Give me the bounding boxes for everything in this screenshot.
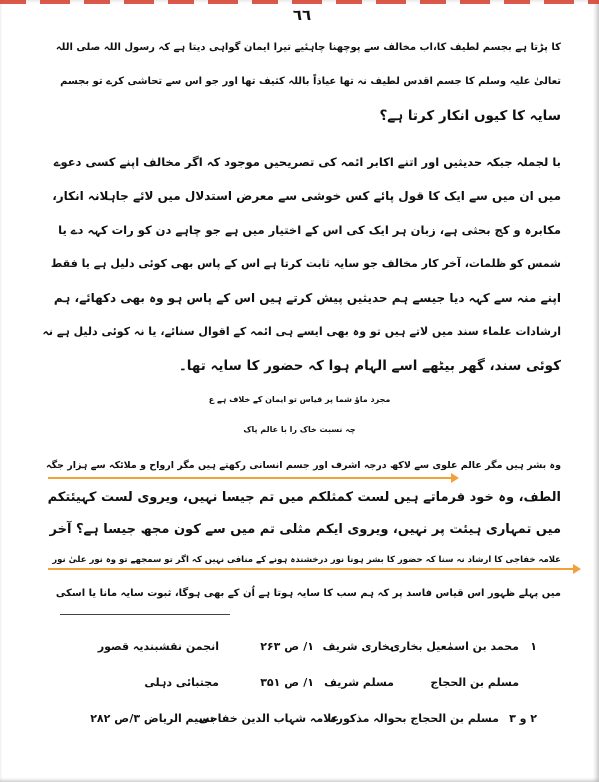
body-line-1: کا پڑتا ہے بجسم لطیف کا،اب مخالف سے پوچھنا چاہئیے تیرا ایمان گواہی دیتا ہے کہ رسول اللہ صلی اللہ bbox=[55, 42, 561, 53]
footnote-3-book: علامہ شہاب الدین خفاجی bbox=[198, 712, 339, 725]
body-line-10: کوئی سند، گھر بیٹھے اسے الہام ہوا کہ حضور کا سایہ تھا۔ bbox=[178, 358, 561, 374]
center-line-2: چہ نسبت خاک را با عالم پاک bbox=[243, 425, 356, 434]
footnote-3-text: مسلم بن الحجاج بحوالہ مذکورہ bbox=[330, 712, 499, 725]
center-line-1: مجرد ماؤ شما پر قیاس تو ایمان کے خلاف ہے ع bbox=[208, 395, 391, 404]
body-line-8: اپنے منہ سے کہہ دیا جیسے ہم حدیثیں پیش کرتے ہیں اس کے پاس ہو وہ بھی دکھائے، ہم bbox=[53, 291, 561, 305]
highlight-underline-1 bbox=[48, 477, 452, 479]
footnote-3-number: ۲ و ۳ bbox=[509, 712, 537, 725]
footnote-1-vol: ۱/ bbox=[303, 640, 314, 653]
body-line-6: مکابرہ و کج بحثی ہے، زبان ہر ایک کی اس کے اختیار میں ہے جو چاہے دن کو رات کہہ دے یا bbox=[58, 223, 561, 237]
body-line-4: با لجملہ جبکہ حدیثیں اور اتنے اکابر ائمہ کی تصریحیں موجود کہ اگر مخالف اپنے کسی دعوے bbox=[53, 155, 561, 169]
highlight-line-1: وہ بشر ہیں مگر عالم علوی سے لاکھ درجہ اشرف اور جسم انسانی رکھتے ہیں مگر ارواح و ملائکہ سے ہزار جگہ bbox=[46, 460, 561, 471]
footnote-1-book: بخاری شریف bbox=[322, 640, 394, 653]
footnote-rule bbox=[60, 614, 230, 615]
top-red-marks bbox=[0, 0, 599, 4]
highlight-underline-2 bbox=[48, 568, 574, 570]
body-line-9: ارشادات علماء سند میں لاتے ہیں تو وہ بھی ایسے ہی ائمہ کے اقوال سنائے، یا نہ کوئی دلیل ہے نہ bbox=[42, 325, 561, 338]
body-line-5: میں ان میں سے ایک کا قول پائے کس خوشی سے معرض استدلال میں لائے جاہلانہ انکار، bbox=[52, 189, 561, 203]
body-line-2: تعالیٰ علیہ وسلم کا جسم اقدس لطیف نہ تھا عیاذاً باللہ کثیف تھا اور جو اس سے تحاشی کرے تو بجسم bbox=[60, 76, 561, 87]
highlight-line-3: میں تمہاری ہیئت پر نہیں، ویروی ایکم مثلی تم میں سے کون مجھ جیسا ہے؟ آخر bbox=[49, 522, 561, 537]
footnote-1-number: ۱ bbox=[530, 640, 537, 653]
footnote-3-page: ص ۲۸۲ bbox=[90, 712, 129, 725]
footnote-1-page: ص ۲۶۳ bbox=[260, 640, 299, 653]
footnote-2-vol: ۱/ bbox=[303, 676, 314, 689]
footnote-1-publisher: انجمن نقشبندیہ قصور bbox=[97, 640, 219, 653]
footnote-2-publisher: مجتبائی دہلی bbox=[144, 676, 219, 689]
body-line-7: شمس کو ظلمات، آخر کار مخالف جو سایہ ثابت کرتا ہے اس کے پاس بھی کوئی دلیل ہے یا فقط bbox=[50, 257, 561, 270]
footnote-2-page: ص ۳۵۱ bbox=[260, 676, 299, 689]
arrow-right-icon bbox=[451, 473, 459, 483]
arrow-right-icon bbox=[573, 564, 581, 574]
after-line-1: میں پہلے ظہور اس قیاس فاسد پر کہ ہم سب کا سایہ ہوتا ہے اُن کے بھی ہوگا، ثبوت سایہ مانا یا اسکی bbox=[55, 588, 561, 599]
footnote-1-text: محمد بن اسمٰعیل بخاری bbox=[389, 640, 519, 653]
footnote-2-book: مسلم شریف bbox=[324, 676, 394, 689]
footnote-3-vol: نسیم الریاض ۳/ bbox=[129, 712, 214, 725]
body-line-3: سایہ کا کیوں انکار کرتا ہے؟ bbox=[379, 108, 561, 124]
page-number: ٦٦ bbox=[292, 6, 312, 24]
footnote-2-text: مسلم بن الحجاج bbox=[430, 676, 519, 689]
highlight-line-2: الطف، وہ خود فرماتے ہیں لست کمثلکم میں تم جیسا نہیں، ویروی لست کہیئتکم bbox=[47, 490, 561, 505]
highlight-line-4: علامہ خفاجی کا ارشاد نہ سنا کہ حضور کا بشر ہونا نور درخشندہ ہونے کے منافی نہیں کہ اگر تو سمجھے تو وہ نور علیٰ نور bbox=[52, 555, 561, 565]
